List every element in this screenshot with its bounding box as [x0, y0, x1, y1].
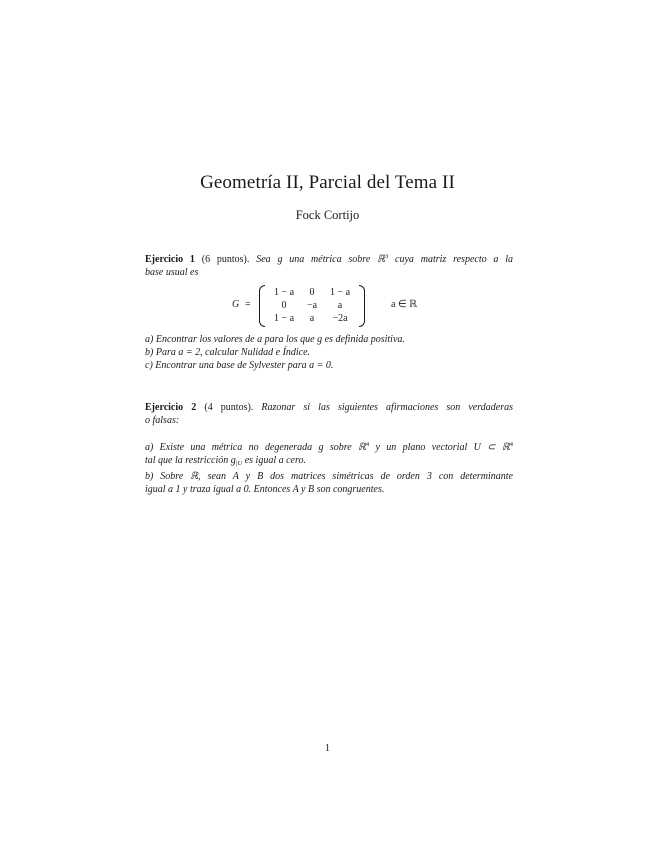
- exercise-1-text-b: cuya matriz respecto a la: [388, 254, 513, 265]
- exercise-1-label: Ejercicio 1: [145, 254, 195, 265]
- matrix-equation: [145, 284, 513, 328]
- item-a2-text-b: es igual a cero.: [242, 455, 307, 466]
- item-a-text-a: a) Existe una métrica no degenerada g sobre ℝ: [145, 442, 366, 453]
- exercise-1-items: [145, 333, 513, 372]
- exercise-2-items: [145, 438, 513, 496]
- matrix-cell: 0: [309, 287, 315, 298]
- left-paren: [259, 285, 265, 327]
- right-paren: [359, 285, 365, 327]
- parameter-condition: a ∈ ℝ: [391, 299, 418, 310]
- exercise-1-text-a: Sea g una métrica sobre ℝ: [256, 254, 385, 265]
- exercise-2-item-b-line-1: b) Sobre ℝ, sean A y B dos matrices simétricas de orden 3 con determinante: [145, 471, 513, 482]
- matrix-cell: a: [337, 300, 343, 311]
- matrix-cell: a: [309, 313, 315, 324]
- author: Fock Cortijo: [295, 208, 360, 222]
- exercise-2-item-a-line-2: [145, 454, 513, 470]
- page-number: 1: [325, 743, 330, 754]
- exercise-2-points: (4 puntos).: [204, 402, 254, 413]
- item-a-sup-4: 4: [365, 441, 370, 448]
- matrix-cell: 1 − a: [273, 287, 295, 298]
- restriction-subscript: |U: [235, 460, 243, 467]
- matrix-cell: 0: [281, 300, 287, 311]
- matrix-cells: [266, 286, 358, 325]
- exercise-2-line-1: [145, 401, 513, 414]
- page-title: Geometría II, Parcial del Tema II: [200, 172, 455, 193]
- exercise-1-line-2: base usual es: [145, 267, 199, 278]
- exercise-2-line-2: o falsas:: [145, 415, 180, 426]
- exercise-2-item-b-line-2: igual a 1 y traza igual a 0. Entonces A y B son congruentes.: [145, 484, 385, 495]
- exercise-1-item-c: c) Encontrar una base de Sylvester para a = 0.: [145, 360, 334, 371]
- exercise-2-statement: [145, 401, 513, 427]
- exercise-2-text: Razonar si las siguientes afirmaciones son verdaderas: [261, 402, 513, 413]
- exercise-1-item-a: a) Encontrar los valores de a para los que g es definida positiva.: [145, 334, 405, 345]
- exercise-1-statement: [145, 250, 513, 279]
- item-a-text-b: y un plano vectorial U ⊂ ℝ: [369, 442, 510, 453]
- matrix-label: G: [232, 299, 240, 310]
- exercise-1-item-b: b) Para a = 2, calcular Nulidad e Índice.: [145, 347, 311, 358]
- item-a-sup-4b: 4: [509, 441, 513, 448]
- exercise-1-points: (6 puntos).: [201, 254, 250, 265]
- matrix-cell: −2a: [332, 313, 348, 324]
- exercise-1-sup-3: 3: [384, 253, 389, 260]
- exercise-2-label: Ejercicio 2: [145, 402, 197, 413]
- matrix-cell: 1 − a: [329, 287, 351, 298]
- matrix-equals: =: [245, 299, 251, 310]
- item-a2-text-a: tal que la restricción g: [145, 455, 236, 466]
- exercise-2-item-a-line-1: [145, 438, 513, 454]
- matrix-cell: −a: [306, 300, 318, 311]
- matrix-cell: 1 − a: [273, 313, 295, 324]
- exercise-1-line-1: [145, 250, 513, 266]
